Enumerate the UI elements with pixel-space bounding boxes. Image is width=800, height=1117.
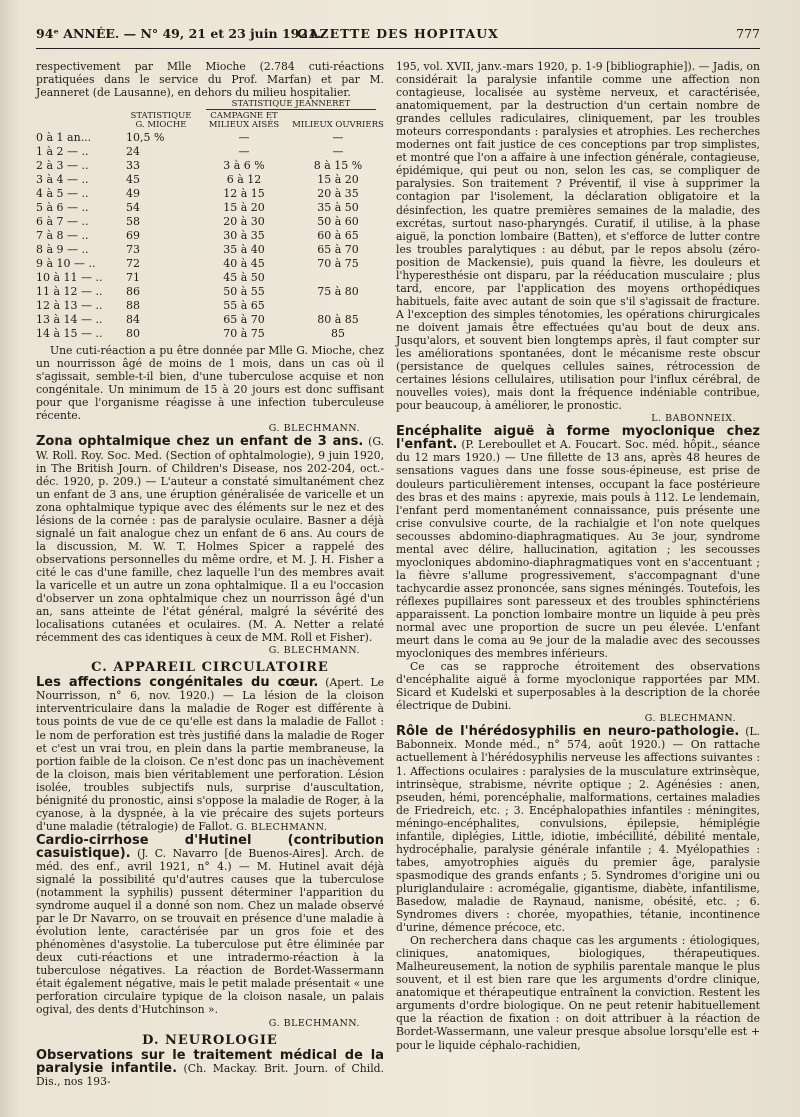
header-ouvriers: MILIEUX OUVRIERS — [292, 120, 384, 131]
table-row — [36, 200, 384, 214]
article — [36, 834, 384, 1017]
article-title: Zona ophtalmique chez un enfant de 3 ans. — [36, 434, 364, 450]
article-body: (G. W. Roll. Roy. Soc. Med. (Section of ophtalmologie), 9 juin 1920, in The British Journ. of Children's Disease, nos 202-204, oct.-déc. 1920, p. 209.) — L'auteur a constaté simultanément chez un enfant de 3 ans, une éruption généralisée de varicelle et un zona ophtalmique typique avec des éléments sur le nez et des lésions de la cornée : pas de paralysie oculaire. Basner a déjà signalé un fait analogue chez un enfant de 6 ans. Au cours de la discussion, M. W. T. Holmes Spicer a rappelé des observations personnelles du même ordre, et M. J. H. Fisher a cité le cas d'une famille, chez laquelle l'un des membres avait la varicelle et un autre un zona ophtalmique. Il a eu l'occasion d'observer un zona ophtalmique chez un nourrisson âgé d'un an, sans atteinte de l'état général, malgré la sévérité des localisations cutanées et oculaires. (M. A. Netter a relaté récemment des cas identiques à ceux de MM. Roll et Fisher). — [36, 435, 385, 645]
table-cell: 33 — [126, 158, 140, 172]
table-cell: 4 à 5 — .. — [36, 186, 89, 200]
table-cell: 12 à 13 — .. — [36, 298, 103, 312]
signature: G. BLECHMANN. — [644, 713, 736, 725]
table-cell: 15 à 20 — [223, 200, 265, 214]
table-cell: 35 à 50 — [317, 200, 359, 214]
table-cell: — — [238, 144, 250, 158]
paragraph: Une cuti-réaction a pu être donnée par Mlle G. Mioche, chez un nourrisson âgé de moins de 1 mois, dans un cas où il s'agissait, semble-t-il bien, d'une tuberculose acquise et non congénitale. Un minimum de 15 à 20 jours est donc suffisant pour que l'organisme réagisse à une infection tuberculeuse récente. — [36, 344, 384, 423]
table-cell: 11 à 12 — .. — [36, 284, 103, 298]
table-cell: 70 à 75 — [223, 326, 265, 340]
table-cell: 30 à 35 — [223, 228, 265, 242]
table-cell: 40 à 45 — [223, 256, 265, 270]
table-cell — [292, 270, 384, 284]
paragraph: 195, vol. XVII, janv.-mars 1920, p. 1-9 [bibliographie]). — Jadis, on considérait la paralysie infantile comme une affection non contagieuse, localisée au système nerveux, et caractérisée, anatomiquement, par la destruction d'un certain nombre de grandes cellules radiculaires, cliniquement, par les troubles moteurs correspondants : paralysies et atrophies. Les recherches modernes ont fait justice de ces conceptions par trop simplistes, et montré que l'on a affaire à une infection générale, contagieuse, épidémique, qui peut ou non, selon les cas, se compliquer de paralysies. Son traitement ? Préventif, il vise à supprimer la contagion par l'isolement, la déclaration obligatoire et la désinfection, les quatre premières semaines de la maladie, des excrétas, surtout naso-pharyngés. Curatif, il utilise, à la phase aiguë, la ponction lombaire (Batten), et s'efforce de lutter contre les troubles paralytiques : au début, par le repos absolu (zéro-position de Mackensie), puis quand la fièvre, les douleurs et l'hyperesthésie ont disparu, par la rééducation musculaire ; plus tard, encore, par l'application des moyens orthopédiques habituels, faite avec autant de soin que s'il s'agissait de fracture. A l'exception des simples ténotomies, les opérations chirurgicales ne doivent jamais être effectuées qu'au bout de deux ans. Jusqu'alors, et souvent bien longtemps après, il faut compter sur les améliorations spontanées, dont le mécanisme reste obscur (persistance de quelques cellules saines, rétrocession de certaines lésions cellulaires, utilisation pour l'influx cérébral, de nouvelles voies), mais dont la fréquence indéniable contribue, pour beaucoup, à améliorer, le pronostic. — [396, 60, 760, 413]
table-cell: 85 — [331, 326, 345, 340]
table-cell: 2 à 3 — .. — [36, 158, 89, 172]
table-cell: 15 à 20 — [317, 172, 359, 186]
header-rule — [36, 48, 760, 49]
left-column — [36, 60, 384, 1088]
table-row — [36, 130, 384, 144]
article — [396, 725, 760, 934]
running-header — [36, 26, 760, 44]
table-cell: 45 — [126, 172, 140, 186]
table-row — [36, 326, 384, 340]
table-row — [36, 284, 384, 298]
signature: G. BLECHMANN. — [236, 821, 328, 833]
table-cell: 0 à 1 an... — [36, 130, 92, 144]
table-cell: 3 à 4 — .. — [36, 172, 89, 186]
table-header-row — [36, 112, 384, 130]
table-cell: 60 à 65 — [317, 228, 359, 242]
table-cell: 49 — [126, 186, 140, 200]
table-row — [36, 270, 384, 284]
right-column — [396, 60, 760, 1052]
article-title: Observations sur le traitement médical de la paralysie infantile. — [36, 1047, 384, 1076]
statistics-table — [36, 112, 384, 340]
table-cell: 70 à 75 — [317, 256, 359, 270]
article — [36, 676, 384, 834]
table-cell: — — [332, 144, 344, 158]
table-row — [36, 298, 384, 312]
table-cell: 54 — [126, 200, 140, 214]
signature: G. BLECHMANN. — [268, 1017, 360, 1029]
table-row — [36, 256, 384, 270]
table-cell: 3 à 6 % — [223, 158, 265, 172]
article-title: Cardio-cirrhose d'Hutinel (contribution casuistique). — [36, 832, 384, 861]
table-cell: 20 à 30 — [223, 214, 265, 228]
article-body: (J. C. Navarro [de Buenos-Aires]. Arch. de méd. des enf., avril 1921, n° 4.) — M. Hutinel avait déjà signalé la possibilité qu'd'autres causes que la tuberculose (notamment la syphilis) pussent déterminer l'apparition du syndrome auquel il a donné son nom. Chez un malade observé par le Dr Navarro, on se trouvait en présence d'une maladie à évolution lente, caractérisée par un gros foie et des phénomènes d'asystolie. La tuberculose put être éliminée par deux cuti-réactions et une intradermo-réaction à la tuberculose négatives. La réaction de Bordet-Wassermann était également négative, mais le petit malade présentait « une perforation circulaire typique de la cloison nasale, un palais ogival, des dents d'Hutchinson ». — [36, 846, 384, 1017]
table-cell: 55 à 65 — [223, 298, 265, 312]
issue-info: 94ᵉ ANNÉE. — N° 49, 21 et 23 juin 1921. — [36, 26, 322, 41]
table-row — [36, 242, 384, 256]
article-body: (L. Babonneix. Monde méd., n° 574, août 1920.) — On rattache actuellement à l'hérédosyphilis nerveuse les affections suivantes : 1. Affections oculaires : paralysies de la musculature extrinsèque, intrinsèque, strabisme, névrite optique ; 2. Agénésies : anen, pseuden, hémi, porencéphalie, malformations, certaines maladies de Friedreich, etc. ; 3. Encéphalopathies infantiles : méningites, méningo-encéphalites, convulsions, épilepsie, hémiplégie infantile, diplégies, Little, idiotie, imbécillité, débilité mentale, hydrocéphalie, paralysie générale infantile ; 4. Myélopathies : tabes, amyotrophies aiguës du premier âge, paralysie spasmodique des grands enfants ; 5. Syndromes d'origine uni ou pluriglandulaire : acromégalie, gigantisme, diabète, infantilisme, Basedow, maladie de Raynaud, nanisme, obésité, etc. ; 6. Syndromes divers : chorée, myopathies, tétanie, incontinence d'urine, démence précoce, etc. — [396, 725, 761, 935]
table-cell: 65 à 70 — [317, 242, 359, 256]
table-cell: 45 à 50 — [223, 270, 265, 284]
article-body: (Apert. Le Nourrisson, n° 6, nov. 1920.) — La lésion de la cloison interventriculaire dans la maladie de Roger est différente à tous points de vue de ce qu'elle est dans la maladie de Fallot : le nom de perforation est très justifié dans la maladie de Roger et c'est un vrai trou, en plein dans la partie membraneuse, la portion faible de la cloison. Ce n'est donc pas un inachèvement de la cloison, mais bien véritablement une perforation. Lésion isolée, troubles subjectifs nuls, surprise d'auscultation, bénignité du pronostic, ainsi s'oppose la maladie de Roger, à la cyanose, à la dyspnée, à la vie précaire des sujets porteurs d'une maladie (tétralogie) de Fallot. — [36, 676, 384, 833]
table-cell: 14 à 15 — .. — [36, 326, 103, 340]
intro-paragraph: respectivement par Mlle Mioche (2.784 cuti-réactions pratiquées dans le service du Prof. Marfan) et par M. Jeanneret (de Lausanne), en dehors du milieu hospitalier. — [36, 60, 384, 100]
paragraph: Ce cas se rapproche étroitement des observations d'encéphalite aiguë à forme myoclonique rapportées par MM. Sicard et Kudelski et superposables à la description de la chorée électrique de Dubini. — [396, 660, 760, 713]
signature: L. BABONNEIX. — [651, 413, 736, 425]
table-cell: — — [238, 130, 250, 144]
table-row — [36, 312, 384, 326]
article-body: (P. Lereboullet et A. Foucart. Soc. méd. hôpit., séance du 12 mars 1920.) — Une fillette de 13 ans, après 48 heures de sensations vagues dans une fosse sous-épineuse, est prise de douleurs particulièrement intenses, occupant la face postérieure des bras et des mains : apyrexie, mais pouls à 112. Le lendemain, l'enfant perd momentanément connaissance, puis présente une crise convulsive courte, de la rachialgie et l'on note quelques secousses abdomino-diaphragmatiques. Au 3e jour, syndrome mental avec délire, hallucination, agitation ; les secousses myocloniques abdomino-diaphragmatiques vont en s'accentuant ; la fièvre s'allume progressivement, s'accompagnant d'une tachycardie assez prononcée, sans signes méningés. Toutefois, les réflexes pupillaires sont paresseux et des troubles sphinctériens apparaissent. La ponction lombaire montre un liquide à peu près normal avec une proportion de sucre un peu élevée. L'enfant meurt dans le coma au 9e jour de la maladie avec des secousses myocloniques des membres inférieurs. — [396, 438, 760, 661]
table-cell: 6 à 12 — [226, 172, 262, 186]
table-cell: 65 à 70 — [223, 312, 265, 326]
article — [396, 425, 760, 660]
journal-title: GAZETTE DES HOPITAUX — [297, 26, 499, 41]
signature: G. BLECHMANN. — [268, 645, 360, 657]
table-row — [36, 158, 384, 172]
section-heading: C. APPAREIL CIRCULATOIRE — [91, 660, 329, 676]
table-cell: 1 à 2 — .. — [36, 144, 89, 158]
table-cell: 8 à 9 — .. — [36, 242, 89, 256]
table-cell — [292, 298, 384, 312]
table-cell: 35 à 40 — [223, 242, 265, 256]
table-cell: 10 à 11 — .. — [36, 270, 103, 284]
article-title: Encéphalite aiguë à forme myoclonique chez l'enfant. — [396, 424, 760, 453]
table-cell: 24 — [126, 144, 140, 158]
table-cell: 80 à 85 — [317, 312, 359, 326]
table-row — [36, 228, 384, 242]
table-cell: 86 — [126, 284, 140, 298]
table-row — [36, 144, 384, 158]
table-cell: 75 à 80 — [317, 284, 359, 298]
table-cell: 13 à 14 — .. — [36, 312, 103, 326]
table-cell: 50 à 60 — [317, 214, 359, 228]
article — [36, 435, 384, 644]
table-cell: 5 à 6 — .. — [36, 200, 89, 214]
table-cell: 80 — [126, 326, 140, 340]
table-cell: 6 à 7 — .. — [36, 214, 89, 228]
table-cell: 12 à 15 — [223, 186, 265, 200]
article-body: (Ch. Mackay. Brit. Journ. of Child. Dis., nos 193- — [36, 1061, 384, 1088]
table-cell: 10,5 % — [126, 130, 165, 144]
signature: G. BLECHMANN. — [268, 423, 360, 435]
table-cell: 73 — [126, 242, 140, 256]
table-cell: 20 à 35 — [317, 186, 359, 200]
table-superheader: STATISTIQUE JEANNERET — [206, 99, 376, 110]
table-row — [36, 186, 384, 200]
header-campagne: CAMPAGNE ET MILIEUX AISÉS — [208, 111, 280, 131]
article-title: Les affections congénitales du cœur. — [36, 675, 319, 691]
article — [36, 1049, 384, 1088]
table-cell: 71 — [126, 270, 140, 284]
paragraph: On recherchera dans chaque cas les arguments : étiologiques, cliniques, anatomiques, biologiques, thérapeutiques. Malheureusement, la notion de syphilis parentale manque le plus souvent, et il est bien rare que les arguments d'ordre clinique, anatomique et thérapeutique entraînent la conviction. Restent les arguments d'ordre biologique. On ne peut retenir habituellement que la réaction de fixation : on doit attribuer à la réaction de Bordet-Wassermann, une valeur presque absolue lorsqu'elle est + pour le liquide céphalo-rachidien, — [396, 934, 760, 1052]
table-row — [36, 172, 384, 186]
table-cell: 50 à 55 — [223, 284, 265, 298]
section-heading: D. NEUROLOGIE — [142, 1032, 278, 1048]
table-cell: 69 — [126, 228, 140, 242]
table-cell: 72 — [126, 256, 140, 270]
table-cell: 7 à 8 — .. — [36, 228, 89, 242]
table-cell: — — [332, 130, 344, 144]
table-body — [36, 130, 384, 340]
table-cell: 84 — [126, 312, 140, 326]
table-cell: 88 — [126, 298, 140, 312]
table-cell: 8 à 15 % — [313, 158, 363, 172]
header-mioche: STATISTIQUE G. MIOCHE — [130, 111, 192, 131]
page-number: 777 — [736, 26, 760, 41]
table-row — [36, 214, 384, 228]
table-cell: 9 à 10 — .. — [36, 256, 96, 270]
article-title: Rôle de l'hérédosyphilis en neuro-pathologie. — [396, 724, 740, 740]
table-cell: 58 — [126, 214, 140, 228]
